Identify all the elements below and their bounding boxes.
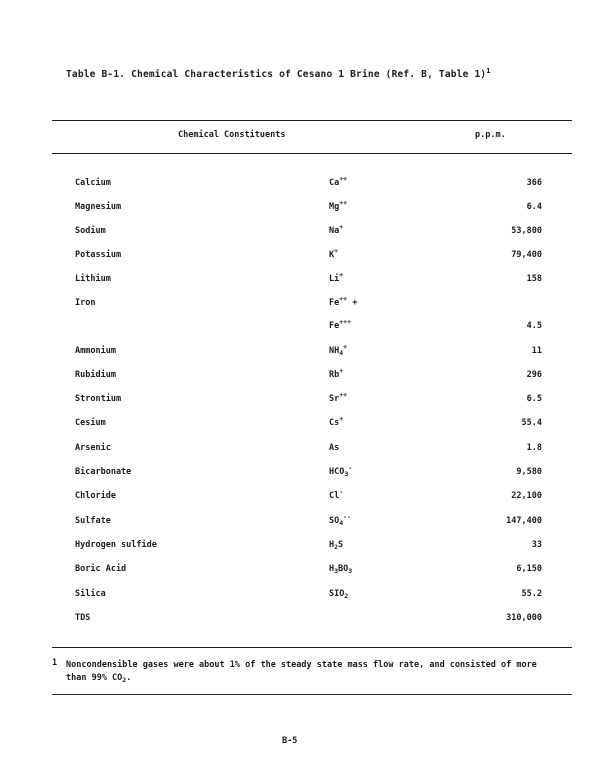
table-row bbox=[0, 391, 612, 410]
formula-base: Fe bbox=[329, 321, 340, 331]
constituent-name: Hydrogen sulfide bbox=[75, 540, 157, 550]
chemical-formula bbox=[329, 564, 352, 574]
chemical-formula bbox=[329, 175, 348, 188]
formula-suffix: + bbox=[347, 298, 358, 308]
constituent-name: Magnesium bbox=[75, 202, 122, 212]
ppm-value: 366 bbox=[526, 178, 542, 188]
formula-charge: + bbox=[339, 415, 344, 423]
ppm-value: 11 bbox=[531, 346, 542, 356]
footnote-end: . bbox=[126, 673, 132, 683]
formula-base: NH bbox=[329, 346, 340, 356]
formula-base: K bbox=[329, 250, 335, 260]
chemical-formula bbox=[329, 343, 348, 357]
ppm-value: 6.5 bbox=[526, 394, 542, 404]
chemical-formula bbox=[329, 488, 344, 501]
formula-charge: -- bbox=[343, 513, 351, 521]
constituent-name: Calcium bbox=[75, 178, 111, 188]
ppm-value: 55.4 bbox=[521, 418, 542, 428]
formula-charge: + bbox=[343, 343, 348, 351]
formula-suffix-subscript: 3 bbox=[348, 567, 353, 575]
chemical-formula bbox=[329, 271, 344, 284]
formula-base: H bbox=[329, 564, 335, 574]
constituent-name: Lithium bbox=[75, 274, 111, 284]
table-row bbox=[0, 247, 612, 266]
ppm-value: 147,400 bbox=[506, 516, 542, 526]
constituent-name: Chloride bbox=[75, 491, 116, 501]
constituent-name: Iron bbox=[75, 298, 96, 308]
formula-charge: + bbox=[339, 271, 344, 279]
ppm-value: 4.5 bbox=[526, 321, 542, 331]
table-row bbox=[0, 175, 612, 194]
ppm-value: 22,100 bbox=[511, 491, 542, 501]
formula-base: H bbox=[329, 540, 335, 550]
constituent-name: Arsenic bbox=[75, 443, 111, 453]
table-caption bbox=[66, 66, 491, 80]
formula-base: SIO bbox=[329, 589, 345, 599]
formula-charge: + bbox=[339, 223, 344, 231]
formula-base: Ca bbox=[329, 178, 340, 188]
table-row bbox=[0, 488, 612, 507]
ppm-value: 33 bbox=[531, 540, 542, 550]
header-bottom-rule bbox=[52, 153, 572, 154]
table-row bbox=[0, 613, 612, 629]
formula-charge: ++ bbox=[339, 295, 348, 303]
chemical-formula bbox=[329, 443, 339, 453]
chemical-formula bbox=[329, 415, 344, 428]
table-row bbox=[0, 443, 612, 459]
formula-subscript: 2 bbox=[344, 592, 349, 600]
table-row bbox=[0, 318, 612, 337]
table-row bbox=[0, 223, 612, 242]
formula-charge: +++ bbox=[339, 318, 351, 326]
chemical-formula bbox=[329, 540, 343, 550]
formula-base: Na bbox=[329, 226, 340, 236]
table-row bbox=[0, 199, 612, 218]
ppm-value: 6.4 bbox=[526, 202, 542, 212]
table-row bbox=[0, 295, 612, 314]
chemical-formula bbox=[329, 223, 344, 236]
formula-base: SO bbox=[329, 516, 340, 526]
table-bottom-rule bbox=[52, 647, 572, 648]
constituent-name: Potassium bbox=[75, 250, 122, 260]
chemical-formula bbox=[329, 589, 348, 599]
formula-base: Cl bbox=[329, 491, 340, 501]
constituent-name: Sodium bbox=[75, 226, 106, 236]
formula-charge: - bbox=[339, 488, 344, 496]
formula-charge: - bbox=[348, 464, 353, 472]
table-top-rule bbox=[52, 120, 572, 121]
chemical-formula bbox=[329, 247, 339, 260]
table-row bbox=[0, 343, 612, 362]
formula-suffix: S bbox=[338, 540, 344, 550]
ppm-value: 79,400 bbox=[511, 250, 542, 260]
constituent-name: Boric Acid bbox=[75, 564, 127, 574]
ppm-value: 310,000 bbox=[506, 613, 542, 623]
footnote-body: Noncondensible gases were about 1% of the steady state mass flow rate, and consisted of more than 99% CO bbox=[66, 660, 537, 683]
formula-subscript: 2 bbox=[334, 543, 339, 551]
constituent-name: Rubidium bbox=[75, 370, 116, 380]
ppm-value: 1.8 bbox=[526, 443, 542, 453]
formula-charge: ++ bbox=[339, 391, 348, 399]
column-header-constituents: Chemical Constituents bbox=[178, 130, 286, 140]
table-row bbox=[0, 464, 612, 483]
chemical-formula bbox=[329, 199, 348, 212]
footnote-text bbox=[66, 659, 546, 685]
formula-subscript: 4 bbox=[339, 349, 344, 357]
ppm-value: 6,150 bbox=[516, 564, 542, 574]
formula-charge: ++ bbox=[339, 199, 348, 207]
chemical-formula bbox=[329, 464, 353, 478]
caption-footnote-ref: 1 bbox=[486, 66, 491, 75]
formula-base: Rb bbox=[329, 370, 340, 380]
constituent-name: Sulfate bbox=[75, 516, 111, 526]
formula-base: Cs bbox=[329, 418, 340, 428]
footnote-subscript: 2 bbox=[122, 676, 127, 684]
table-row bbox=[0, 540, 612, 556]
formula-charge: + bbox=[339, 367, 344, 375]
ppm-value: 55.2 bbox=[521, 589, 542, 599]
ppm-value: 296 bbox=[526, 370, 542, 380]
page-number: B-5 bbox=[282, 736, 298, 746]
table-row bbox=[0, 367, 612, 386]
table-row bbox=[0, 271, 612, 290]
chemical-formula bbox=[329, 513, 351, 527]
formula-suffix: BO bbox=[338, 564, 349, 574]
constituent-name: Bicarbonate bbox=[75, 467, 132, 477]
caption-text: Table B-1. Chemical Characteristics of Cesano 1 Brine (Ref. B, Table 1) bbox=[66, 69, 487, 80]
chemical-formula bbox=[329, 367, 344, 380]
table-row bbox=[0, 564, 612, 580]
footnote-marker: 1 bbox=[52, 658, 58, 668]
formula-base: HCO bbox=[329, 467, 345, 477]
constituent-name: TDS bbox=[75, 613, 91, 623]
formula-charge: ++ bbox=[339, 175, 348, 183]
formula-charge: + bbox=[334, 247, 339, 255]
chemical-formula bbox=[329, 318, 351, 331]
table-row bbox=[0, 415, 612, 434]
ppm-value: 9,580 bbox=[516, 467, 542, 477]
constituent-name: Cesium bbox=[75, 418, 106, 428]
formula-base: Fe bbox=[329, 298, 340, 308]
constituent-name: Silica bbox=[75, 589, 106, 599]
formula-base: Mg bbox=[329, 202, 340, 212]
constituent-name: Ammonium bbox=[75, 346, 116, 356]
formula-base: Sr bbox=[329, 394, 340, 404]
formula-subscript: 3 bbox=[344, 470, 349, 478]
table-row bbox=[0, 513, 612, 532]
chemical-formula bbox=[329, 295, 358, 308]
chemical-formula bbox=[329, 391, 348, 404]
formula-subscript: 3 bbox=[334, 567, 339, 575]
column-header-ppm: p.p.m. bbox=[475, 130, 506, 140]
footnote-bottom-rule bbox=[52, 694, 572, 695]
formula-subscript: 4 bbox=[339, 519, 344, 527]
constituent-name: Strontium bbox=[75, 394, 122, 404]
ppm-value: 53,800 bbox=[511, 226, 542, 236]
formula-base: Li bbox=[329, 274, 340, 284]
formula-base: As bbox=[329, 443, 340, 453]
ppm-value: 158 bbox=[526, 274, 542, 284]
table-row bbox=[0, 589, 612, 605]
